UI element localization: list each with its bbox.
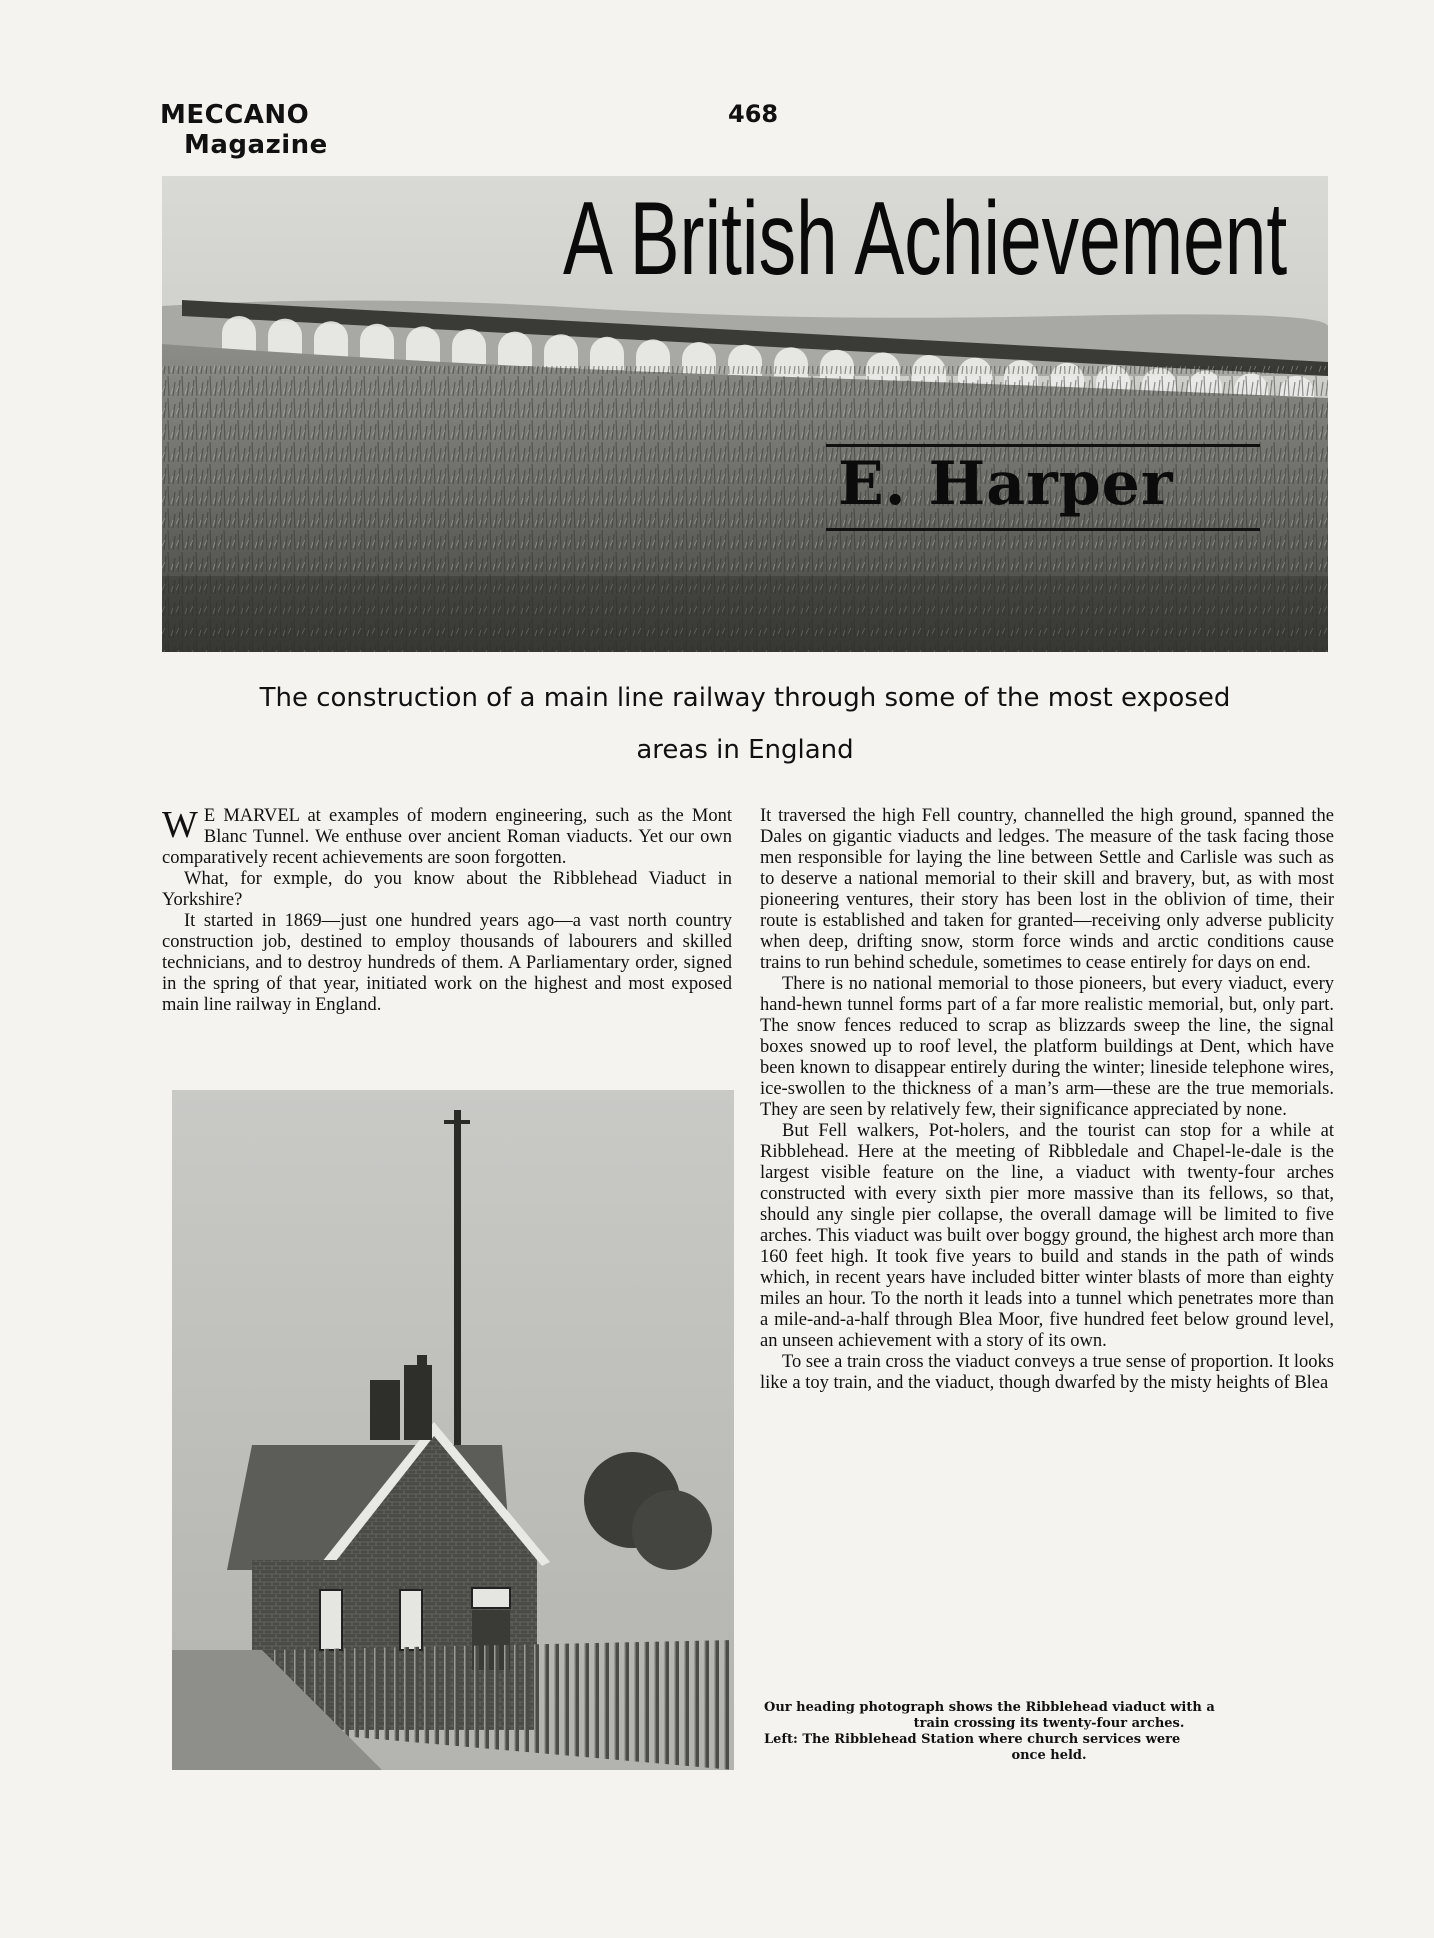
masthead-line-2: Magazine [184, 130, 328, 160]
masthead [160, 100, 328, 160]
station-illustration [172, 1090, 734, 1770]
caption-line-4: once held. [1011, 1748, 1087, 1763]
caption-line-2: train crossing its twenty-four arches. [913, 1716, 1185, 1731]
station-photo [172, 1090, 734, 1770]
paragraph: But Fell walkers, Pot-holers, and the tourist can stop for a while at Ribblehead. Here at the meeting of Ribbledale and Chapel-le-dale is the largest visible feature on the line, a viaduct with twenty-four arches constructed with every sixth pier more massive than its fellows, so that, should any single pier collapse, the overall damage will be limited to five arches. This viaduct was built over boggy ground, the highest arch more than 160 feet high. It took five years to build and stands in the path of winds which, in recent years have included bitter winter blasts of more than eighty miles an hour. To the north it leads into a tunnel which penetrates more than a mile-and-a-half through Blea Moor, five hundred feet below ground level, an unseen achievement with a story of its own. [760, 1121, 1334, 1351]
article-column-right [760, 806, 1334, 1394]
paragraph: What, for exmple, do you know about the Ribblehead Viaduct in Yorkshire? [162, 869, 732, 910]
article-column-left [162, 806, 732, 1016]
paragraph [162, 806, 732, 869]
author-rule-top [826, 444, 1260, 447]
page-number: 468 [728, 100, 779, 128]
caption-line-1: Our heading photograph shows the Ribblehead viaduct with a [764, 1700, 1215, 1715]
paragraph: To see a train cross the viaduct conveys a true sense of proportion. It looks like a toy train, and the viaduct, though dwarfed by the misty heights of Blea [760, 1352, 1335, 1393]
subtitle-line-2: areas in England [636, 735, 854, 765]
author-rule-bottom [826, 528, 1260, 531]
photo-caption [764, 1700, 1334, 1764]
subtitle-line-1: The construction of a main line railway through some of the most exposed [259, 683, 1231, 713]
article-subtitle [140, 672, 1350, 776]
masthead-line-1: MECCANO [160, 100, 310, 130]
paragraph: It started in 1869—just one hundred years ago—a vast north country construction job, destined to employ thousands of labourers and skilled technicians, and to destroy hundreds of them. A Parliamentary order, signed in the spring of that year, initiated work on the highest and most exposed main line railway in England. [162, 911, 732, 1015]
caption-line-3: Left: The Ribblehead Station where church services were [764, 1732, 1181, 1747]
paragraph-text: E MARVEL at examples of modern engineering, such as the Mont Blanc Tunnel. We enthuse over ancient Roman viaducts. Yet our own comparatively recent achievements are soon forgotten. [162, 806, 732, 868]
drop-cap: W [162, 804, 198, 846]
author-name: E. Harper [838, 449, 1174, 519]
paragraph: There is no national memorial to those pioneers, but every viaduct, every hand-hewn tunnel forms part of a far more realistic memorial, but, only part. The snow fences reduced to scrap as blizzards sweep the line, the signal boxes snowed up to roof level, the platform buildings at Dent, which have been known to disappear entirely during the winter; lineside telephone wires, ice-swollen to the thickness of a man’s arm—these are the true memorials. They are seen by relatively few, their significance appreciated by none. [760, 974, 1334, 1120]
paragraph: It traversed the high Fell country, channelled the high ground, spanned the Dales on gigantic viaducts and ledges. The measure of the task facing those men responsible for laying the line between Settle and Carlisle was such as to deserve a national memorial to their skill and bravery, but, as with most pioneering ventures, their story has been lost in the oblivion of time, their route is established and taken for granted—receiving only adverse publicity when deep, drifting snow, storm force winds and arctic conditions cause trains to run behind schedule, sometimes to cease entirely for days on end. [760, 806, 1334, 973]
article-title: A British Achievement [563, 181, 1288, 297]
